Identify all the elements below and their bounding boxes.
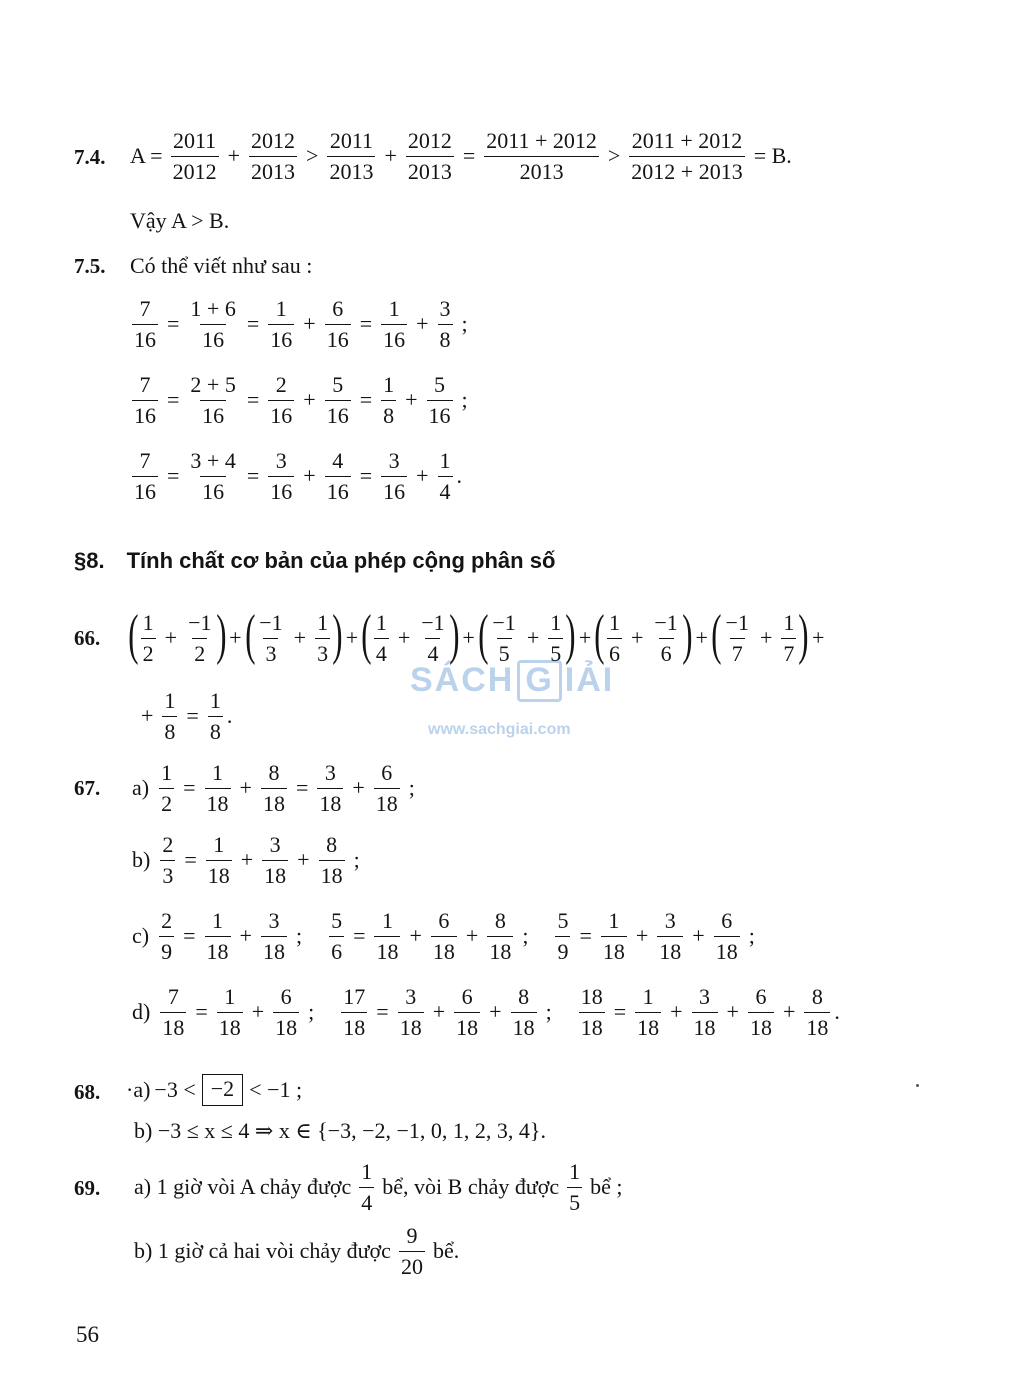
math-operator: + bbox=[405, 387, 418, 412]
exercise-7-4-inequality bbox=[130, 126, 797, 186]
fraction: $\frac{7}{18}$ bbox=[162, 984, 185, 1040]
fraction: $\frac{6}{18}$ bbox=[275, 984, 298, 1040]
fraction: $\frac{3}{18}$ bbox=[399, 984, 422, 1040]
fraction: $\frac{1}{8}$ bbox=[383, 372, 395, 428]
fraction: $\frac{5}{16}$ bbox=[326, 372, 349, 428]
math-operator: + bbox=[303, 463, 316, 488]
exercise-67-c: c) $\frac{2}{9}$ = $\frac{1}{18}$ + $\frac{3}{18}$ ; $\frac{5}{6}$ = $\frac{1}{18}$ + $\frac{6}{18}$ + $\frac{8}{18}$ ; $\frac{5}{9}$ = $\frac{1}{18}$ + $\frac{3}{18}$ + $\frac{6}{18}$ ; bbox=[132, 908, 755, 964]
fraction: $\frac{1}{16}$ bbox=[383, 296, 406, 352]
section-heading bbox=[74, 548, 555, 574]
math-operator: + bbox=[578, 625, 592, 650]
math-operator: = bbox=[295, 775, 309, 800]
exercise-7-4-conclusion: Vậy A > B. bbox=[130, 208, 230, 233]
fraction: $\frac{18}{18}$ bbox=[580, 984, 603, 1040]
fraction: $\frac{17}{18}$ bbox=[343, 984, 366, 1040]
fraction: $\frac{8}{18}$ bbox=[512, 984, 535, 1040]
fraction: $\frac{-1}{2}$ bbox=[188, 610, 212, 666]
math-operator: + bbox=[384, 143, 397, 168]
exercise-67-d: d) $\frac{7}{18}$ = $\frac{1}{18}$ + $\frac{6}{18}$ ; $\frac{17}{18}$ = $\frac{3}{18}$ + $\frac{6}{18}$ + $\frac{8}{18}$ ; $\frac{18}{18}$ = $\frac{1}{18}$ + $\frac{3}{18}$ + $\frac{6}{18}$ + $\frac{8}{18}$ . bbox=[132, 984, 840, 1040]
fraction: $\frac{-1}{4}$ bbox=[421, 610, 445, 666]
math-operator: + bbox=[164, 625, 178, 650]
math-operator: = bbox=[462, 143, 476, 168]
math-operator: = bbox=[246, 311, 260, 336]
math-operator: ; bbox=[408, 775, 415, 800]
math-operator: + bbox=[345, 625, 359, 650]
fraction: $\frac{7}{16}$ bbox=[134, 448, 156, 504]
math-operator: + bbox=[227, 143, 241, 168]
math-operator: = B. bbox=[753, 143, 792, 168]
scan-speck bbox=[916, 1084, 919, 1087]
fraction: $\frac{5}{16}$ bbox=[428, 372, 451, 428]
fraction: $\frac{2011 + 2012}{2012 + 2013}$ bbox=[631, 128, 743, 184]
math-operator: + bbox=[397, 625, 411, 650]
math-operator: + bbox=[692, 923, 705, 948]
fraction: $\frac{1}{18}$ bbox=[376, 908, 399, 964]
math-operator: + bbox=[239, 775, 252, 800]
fraction: −1 5 bbox=[492, 610, 516, 666]
exercise-66-row-2: + $\frac{1}{8}$ = $\frac{1}{8}$ . bbox=[141, 688, 233, 744]
math-operator: + bbox=[297, 847, 310, 872]
fraction: $\frac{7}{16}$ bbox=[134, 372, 156, 428]
exercise-67-a: a) $\frac{1}{2}$ = $\frac{1}{18}$ + $\frac{8}{18}$ = $\frac{3}{18}$ + $\frac{6}{18}$ ; bbox=[132, 760, 415, 816]
fraction: $\frac{3}{8}$ bbox=[439, 296, 451, 352]
exercise-number-7-4: 7.4. bbox=[74, 145, 106, 169]
math-operator: ; bbox=[308, 999, 315, 1024]
math-operator: + bbox=[635, 923, 649, 948]
parenthesis: ( bbox=[128, 604, 139, 666]
parenthesis: ( bbox=[244, 604, 256, 666]
math-operator: + bbox=[782, 999, 796, 1024]
math-operator: = bbox=[183, 923, 196, 948]
fraction: $\frac{3}{18}$ bbox=[659, 908, 682, 964]
math-operator: > bbox=[607, 143, 621, 168]
fraction: $\frac{1}{8}$ bbox=[209, 688, 221, 744]
fraction: $\frac{1}{18}$ bbox=[637, 984, 660, 1040]
math-operator: = bbox=[246, 387, 260, 412]
exercise-number-68: 68. bbox=[74, 1080, 101, 1104]
fraction: $\frac{1}{8}$ bbox=[164, 688, 176, 744]
math-operator: = bbox=[167, 463, 180, 488]
math-operator: + bbox=[409, 923, 422, 948]
fraction: 1 5 bbox=[569, 1159, 581, 1215]
math-operator: + bbox=[229, 625, 242, 650]
math-operator: + bbox=[303, 387, 316, 412]
boxed-answer: −2 bbox=[202, 1074, 243, 1106]
math-operator: + bbox=[303, 311, 316, 336]
fraction: $\frac{2}{16}$ bbox=[270, 372, 293, 428]
math-operator: = bbox=[167, 311, 180, 336]
fraction: $\frac{6}{18}$ bbox=[749, 984, 772, 1040]
fraction: 1 4 bbox=[361, 1159, 373, 1215]
page-number: 56 bbox=[76, 1322, 99, 1347]
math-operator: + bbox=[432, 999, 446, 1024]
math-operator: + bbox=[141, 703, 154, 728]
math-operator: = bbox=[376, 999, 389, 1024]
fraction: 1 4 bbox=[375, 610, 387, 666]
math-operator: + bbox=[462, 625, 475, 650]
fraction: 9 20 bbox=[400, 1223, 423, 1279]
fraction: $\frac{5}{9}$ bbox=[557, 908, 569, 964]
exercise-7-5-intro: Có thể viết như sau : bbox=[130, 253, 313, 278]
math-operator: ; bbox=[522, 923, 529, 948]
math-operator: + bbox=[251, 999, 265, 1024]
math-operator: = bbox=[195, 999, 208, 1024]
math-operator: = bbox=[167, 387, 180, 412]
fraction: $\frac{1}{2}$ bbox=[161, 760, 173, 816]
parenthesis: ) bbox=[682, 604, 693, 666]
a-equals: A = bbox=[130, 143, 163, 168]
fraction: $\frac{2 + 5}{16}$ bbox=[190, 372, 236, 428]
fraction: $\frac{1}{18}$ bbox=[206, 908, 229, 964]
exercise-7-5-row-2 bbox=[128, 370, 473, 430]
fraction: $\frac{3}{18}$ bbox=[693, 984, 716, 1040]
exercise-7-5-row-1 bbox=[128, 294, 473, 354]
fraction: $\frac{2011 + 2012}{2013}$ bbox=[486, 128, 597, 184]
parenthesis: ) bbox=[448, 604, 460, 666]
section-title: Tính chất cơ bản của phép cộng phân số bbox=[126, 548, 556, 573]
parenthesis: ) bbox=[565, 604, 576, 666]
fraction: −1 7 bbox=[725, 610, 749, 666]
fraction: $\frac{3}{16}$ bbox=[270, 448, 293, 504]
fraction: $\frac{4}{16}$ bbox=[326, 448, 349, 504]
watermark-logo: SÁCH G IẢI bbox=[410, 660, 614, 702]
exercise-number-67: 67. bbox=[74, 776, 101, 800]
math-operator: + bbox=[695, 625, 708, 650]
fraction: −1 3 bbox=[259, 610, 283, 666]
watermark-url: www.sachgiai.com bbox=[428, 721, 571, 738]
exercise-number-66: 66. bbox=[74, 626, 101, 650]
math-operator: + bbox=[812, 625, 825, 650]
math-operator: = bbox=[184, 847, 197, 872]
fraction: $\frac{8}{18}$ bbox=[806, 984, 829, 1040]
parenthesis: ) bbox=[332, 604, 343, 666]
math-operator: + bbox=[465, 923, 479, 948]
fraction: $\frac{3 + 4}{16}$ bbox=[190, 448, 236, 504]
section-number: §8. bbox=[74, 548, 105, 573]
fraction: $\frac{6}{18}$ bbox=[456, 984, 479, 1040]
math-operator: ; bbox=[545, 999, 552, 1024]
fraction: $\frac{6}{18}$ bbox=[375, 760, 398, 816]
parenthesis: ) bbox=[798, 604, 809, 666]
parenthesis: ) bbox=[215, 604, 226, 666]
fraction: $\frac{8}{18}$ bbox=[489, 908, 512, 964]
math-operator: ; bbox=[748, 923, 755, 948]
exercise-68-b: b) −3 ≤ x ≤ 4 ⇒ x ∈ {−3, −2, −1, 0, 1, 2, 3, 4}. bbox=[134, 1118, 546, 1143]
fraction: 1 2 bbox=[142, 610, 154, 666]
fraction: $\frac{3}{18}$ bbox=[262, 908, 285, 964]
fraction: $\frac{-1}{6}$ bbox=[654, 610, 678, 666]
math-operator: = bbox=[359, 311, 373, 336]
math-operator: + bbox=[726, 999, 739, 1024]
math-operator: = bbox=[613, 999, 627, 1024]
math-operator: ; bbox=[461, 387, 468, 412]
fraction: $\frac{1}{18}$ bbox=[207, 832, 230, 888]
fraction: $\frac{5}{6}$ bbox=[331, 908, 343, 964]
math-operator: + bbox=[352, 775, 365, 800]
fraction: $\frac{7}{16}$ bbox=[134, 296, 156, 352]
math-operator: > bbox=[306, 143, 319, 168]
math-operator: + bbox=[630, 625, 644, 650]
fraction: $\frac{6}{18}$ bbox=[432, 908, 455, 964]
math-operator: + bbox=[293, 625, 307, 650]
exercise-number-7-5: 7.5. bbox=[74, 254, 106, 278]
fraction: $\frac{6}{16}$ bbox=[326, 296, 349, 352]
math-operator: ; bbox=[353, 847, 360, 872]
math-operator: ; bbox=[295, 923, 303, 948]
fraction: $\frac{6}{18}$ bbox=[715, 908, 738, 964]
fraction: $\frac{2012}{2013}$ bbox=[251, 128, 296, 184]
math-operator: = bbox=[359, 463, 373, 488]
fraction: $\frac{1}{16}$ bbox=[270, 296, 293, 352]
fraction: 1 6 bbox=[608, 610, 620, 666]
math-operator: + bbox=[416, 463, 429, 488]
math-operator: + bbox=[526, 625, 540, 650]
fraction: $\frac{3}{18}$ bbox=[264, 832, 287, 888]
parenthesis: ( bbox=[477, 604, 489, 666]
fraction: $\frac{2012}{2013}$ bbox=[407, 128, 452, 184]
fraction: $\frac{3}{16}$ bbox=[383, 448, 406, 504]
parenthesis: ( bbox=[361, 604, 372, 666]
exercise-number-69: 69. bbox=[74, 1176, 101, 1200]
fraction: $\frac{2}{3}$ bbox=[162, 832, 174, 888]
fraction: $\frac{3}{18}$ bbox=[319, 760, 342, 816]
math-operator: = bbox=[359, 387, 373, 412]
exercise-7-5-row-3: $\frac{7}{16}$ = $\frac{3 + 4}{16}$ = $\frac{3}{16}$ + $\frac{4}{16}$ = $\frac{3}{16}$ + $\frac{1}{4}$ . bbox=[134, 448, 463, 504]
math-operator: = bbox=[246, 463, 260, 488]
math-operator: + bbox=[489, 999, 502, 1024]
math-operator: + bbox=[240, 847, 254, 872]
math-operator: + bbox=[670, 999, 683, 1024]
exercise-69-a: a) 1 giờ vòi A chảy được 1 4 bể, vòi B chảy được 1 5 bể ; bbox=[134, 1159, 623, 1215]
fraction: 2011 2013 bbox=[329, 128, 374, 184]
fraction: $\frac{8}{18}$ bbox=[320, 832, 343, 888]
parenthesis: ( bbox=[711, 604, 722, 666]
fraction: $\frac{1}{4}$ bbox=[439, 448, 451, 504]
exercise-68-a: ·a) −3 < −2 < −1 ; bbox=[126, 1068, 302, 1112]
math-operator: = bbox=[353, 923, 366, 948]
fraction: $\frac{1}{18}$ bbox=[602, 908, 625, 964]
parenthesis: ( bbox=[594, 604, 605, 666]
fraction: $\frac{2011}{2012}$ bbox=[172, 128, 217, 184]
fraction: $\frac{8}{18}$ bbox=[262, 760, 285, 816]
math-operator: + bbox=[416, 311, 429, 336]
math-operator: + bbox=[239, 923, 252, 948]
fraction: $\frac{1}{18}$ bbox=[206, 760, 229, 816]
exercise-69-b: b) 1 giờ cả hai vòi chảy được 9 20 bể. bbox=[134, 1223, 460, 1279]
fraction: $\frac{1}{5}$ bbox=[550, 610, 562, 666]
fraction: $\frac{2}{9}$ bbox=[161, 908, 173, 964]
math-operator: + bbox=[759, 625, 773, 650]
exercise-67-b: b) $\frac{2}{3}$ = $\frac{1}{18}$ + $\frac{3}{18}$ + $\frac{8}{18}$ ; bbox=[132, 832, 360, 888]
fraction: $\frac{1}{7}$ bbox=[783, 610, 795, 666]
math-operator: ; bbox=[461, 311, 468, 336]
math-operator: = bbox=[186, 703, 199, 728]
fraction: $\frac{1}{3}$ bbox=[317, 610, 329, 666]
math-operator: = bbox=[579, 923, 592, 948]
fraction: $\frac{1 + 6}{16}$ bbox=[190, 296, 236, 352]
fraction: $\frac{1}{18}$ bbox=[218, 984, 241, 1040]
exercise-66-row-1 bbox=[130, 606, 829, 670]
math-operator: = bbox=[183, 775, 196, 800]
